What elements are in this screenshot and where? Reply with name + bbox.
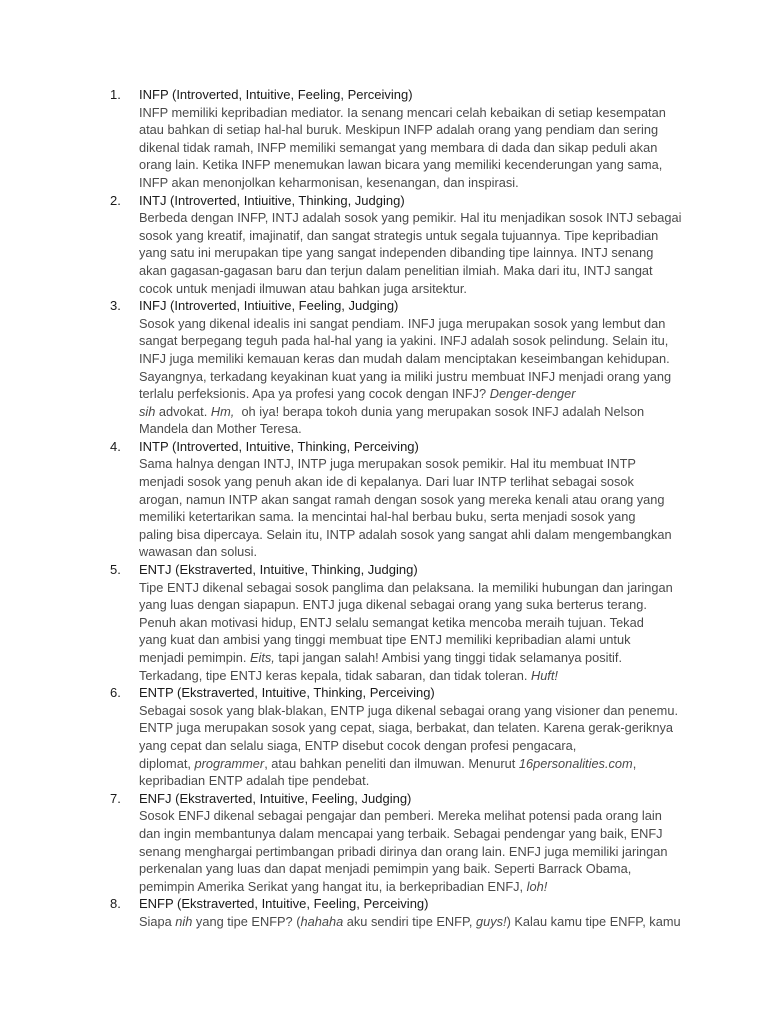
body-text: Penuh akan motivasi hidup, ENTJ selalu semangat ketika mencoba meraih tujuan. Tekad <box>139 614 644 630</box>
text-line <box>139 667 679 685</box>
body-text: kepribadian ENTP adalah tipe pendebat. <box>139 773 370 789</box>
body-text: paling bisa dipercaya. Selain itu, INTP adalah sosok yang sangat ahli dalam mengembangkan <box>139 526 672 542</box>
text-line <box>139 719 679 737</box>
text-line <box>139 244 679 262</box>
text-line <box>139 508 679 526</box>
list-number: 6. <box>110 685 121 701</box>
text-line <box>139 121 679 139</box>
list-number: 8. <box>110 896 121 912</box>
body-text: Sebagai sosok yang blak-blakan, ENTP juga dikenal sebagai orang yang visioner dan penemu. <box>139 702 679 718</box>
text-line <box>139 579 679 597</box>
body-text: yang luas dengan siapapun. ENTJ juga dikenal sebagai orang yang suka berterus terang. <box>139 597 647 613</box>
body-text: orang lain. Ketika INFP menemukan lawan bicara yang memiliki kecenderungan yang sama, <box>139 157 663 173</box>
body-text: Terkadang, tipe ENTJ keras kepala, tidak sabaran, dan tidak toleran. <box>139 667 531 683</box>
text-line <box>139 455 679 473</box>
text-line <box>139 878 679 896</box>
body-text: akan gagasan-gagasan baru dan terjun dalam penelitian ilmiah. Maka dari itu, INTJ sangat <box>139 262 653 278</box>
italic-text: Hm, <box>210 403 235 419</box>
text-line <box>139 825 679 843</box>
text-line <box>139 385 679 403</box>
text-line <box>139 737 679 755</box>
type-heading: INFP (Introverted, Intuitive, Feeling, Perceiving) <box>139 87 413 102</box>
italic-text: guys! <box>475 913 507 929</box>
list-item <box>0 790 768 896</box>
body-text: Siapa <box>139 913 176 929</box>
italic-text: Denger-denger <box>489 386 576 402</box>
type-description <box>139 579 679 685</box>
body-text: Sosok ENFJ dikenal sebagai pengajar dan pemberi. Mereka melihat potensi pada orang lain <box>139 808 662 824</box>
type-description <box>139 807 679 895</box>
text-line <box>139 631 679 649</box>
text-line <box>139 420 679 438</box>
body-text: Tipe ENTJ dikenal sebagai sosok panglima dan pelaksana. Ia memiliki hubungan dan jaringan <box>139 579 673 595</box>
body-text: dikenal tidak ramah, INFP memiliki semangat yang membara di dada dan sikap peduli akan <box>139 139 658 155</box>
body-text: yang kuat dan ambisi yang tinggi membuat tipe ENTJ memiliki kepribadian alami untuk <box>139 632 631 648</box>
text-line <box>139 596 679 614</box>
body-text: tapi jangan salah! Ambisi yang tinggi tidak selamanya positif. <box>274 650 622 665</box>
body-text: Sama halnya dengan INTJ, INTP juga merupakan sosok pemikir. Hal itu membuat INTP <box>139 456 636 472</box>
type-description <box>139 315 679 438</box>
body-text: INFP akan menonjolkan keharmonisan, kesenangan, dan inspirasi. <box>139 174 519 190</box>
italic-text: 16personalities.com <box>518 755 633 771</box>
body-text: sangat berpegang teguh pada hal-hal yang ia yakini. INFJ adalah sosok pelindung. Selain itu, <box>139 333 669 349</box>
list-number: 4. <box>110 438 121 454</box>
list-item <box>0 192 768 298</box>
body-text: yang tipe ENFP? ( <box>192 913 301 929</box>
text-line <box>139 368 679 386</box>
text-line <box>139 104 679 122</box>
text-line <box>139 262 679 280</box>
body-text: yang satu ini merupakan tipe yang sangat independen dibanding tipe lainnya. INTJ senang <box>139 245 654 261</box>
list-number: 2. <box>110 192 121 208</box>
text-line <box>139 209 682 227</box>
text-line <box>139 174 679 192</box>
list-item <box>0 86 768 192</box>
list-item <box>0 297 768 438</box>
text-line <box>139 649 679 667</box>
list-item <box>0 438 768 561</box>
text-line <box>139 772 679 790</box>
type-description <box>139 455 679 561</box>
text-line <box>139 227 679 245</box>
text-line <box>139 156 679 174</box>
body-text: Sayangnya, terkadang keyakinan kuat yang ia miliki justru membuat INFJ menjadi orang yang <box>139 368 672 384</box>
italic-text: loh! <box>526 878 548 894</box>
body-text: sosok yang kreatif, imajinatif, dan sangat strategis untuk segala tujuannya. Tipe kepribadian <box>139 227 659 243</box>
list-item <box>0 684 768 790</box>
text-line <box>139 543 679 561</box>
italic-text: Huft! <box>530 667 558 683</box>
list-item <box>0 561 768 684</box>
body-text: ) Kalau kamu tipe ENFP, kamu <box>506 913 681 929</box>
text-line <box>139 860 679 878</box>
body-text: dan ingin membantunya dalam mencapai yang terbaik. Sebagai pendengar yang baik, ENFJ <box>139 825 663 841</box>
body-text: INFJ juga memiliki kemauan keras dan mudah dalam menciptakan keseimbangan kehidupan. <box>139 350 670 366</box>
list-item <box>0 895 768 930</box>
body-text: Mandela dan Mother Teresa. <box>139 421 302 437</box>
text-line <box>139 702 679 720</box>
text-line <box>139 350 679 368</box>
list-number: 1. <box>110 87 121 102</box>
type-heading: INTJ (Introverted, Intiuitive, Thinking, Judging) <box>139 192 405 208</box>
body-text: wawasan dan solusi. <box>139 544 258 560</box>
text-line <box>139 843 679 861</box>
text-line <box>139 332 679 350</box>
body-text: Sosok yang dikenal idealis ini sangat pendiam. INFJ juga merupakan sosok yang lembut dan <box>139 315 666 331</box>
text-line <box>139 526 679 544</box>
body-text: , atau bahkan peneliti dan ilmuwan. Menurut <box>264 755 519 771</box>
type-heading: ENTJ (Ekstraverted, Intuitive, Thinking, Judging) <box>139 562 418 578</box>
type-heading: ENFP (Ekstraverted, Intuitive, Feeling, Perceiving) <box>139 896 429 912</box>
text-line <box>139 473 679 491</box>
italic-text: nih <box>175 913 193 929</box>
text-line <box>139 139 679 157</box>
list-number: 5. <box>110 562 121 578</box>
body-text: pemimpin Amerika Serikat yang hangat itu, ia berkepribadian ENFJ, <box>139 878 527 894</box>
body-text: Berbeda dengan INFP, INTJ adalah sosok yang pemikir. Hal itu menjadikan sosok INTJ sebagai <box>139 210 682 226</box>
type-description <box>139 702 679 790</box>
type-description <box>139 104 679 192</box>
type-heading: INFJ (Introverted, Intiuitive, Feeling, Judging) <box>139 298 399 314</box>
text-line <box>139 755 679 773</box>
body-text: menjadi sosok yang penuh akan ide di kepalanya. Dari luar INTP terlihat sebagai sosok <box>139 474 634 490</box>
text-line <box>139 280 679 298</box>
body-text: perkenalan yang luas dan dapat menjadi pemimpin yang baik. Seperti Barrack Obama, <box>139 861 632 877</box>
type-description <box>139 209 682 297</box>
italic-text: hahaha <box>300 913 344 929</box>
body-text: memiliki ketertarikan sama. Ia mencintai hal-hal berbau buku, serta menjadi sosok yang <box>139 509 636 525</box>
list-number: 7. <box>110 790 121 806</box>
body-text: senang menghargai pertimbangan pribadi dirinya dan orang lain. ENFJ juga memiliki jaringan <box>139 843 668 859</box>
text-line <box>139 913 679 931</box>
list-number: 3. <box>110 298 121 314</box>
body-text: , <box>632 755 637 771</box>
body-text: atau bahkan di setiap hal-hal buruk. Meskipun INFP adalah orang yang pendiam dan sering <box>139 122 659 138</box>
type-heading: ENFJ (Ekstraverted, Intuitive, Feeling, Judging) <box>139 790 412 806</box>
body-text: arogan, namun INTP akan sangat ramah dengan sosok yang mereka kenali atau orang yang <box>139 491 665 507</box>
type-heading: INTP (Introverted, Intuitive, Thinking, Perceiving) <box>139 438 419 454</box>
body-text: ENTP juga merupakan sosok yang cepat, siaga, berbakat, dan telaten. Karena gerak-geriknya <box>139 720 674 736</box>
body-text: cocok untuk menjadi ilmuwan atau bahkan juga arsitektur. <box>139 280 467 296</box>
text-line <box>139 807 679 825</box>
text-line <box>139 491 679 509</box>
type-heading: ENTP (Ekstraverted, Intuitive, Thinking, Perceiving) <box>139 685 435 701</box>
body-text: aku sendiri tipe ENFP, <box>343 913 476 929</box>
italic-text: programmer <box>194 755 265 771</box>
text-line <box>139 315 679 333</box>
personality-type-list <box>0 86 768 931</box>
italic-text: Eits, <box>249 650 275 665</box>
body-text: yang cepat dan selalu siaga, ENTP disebut cocok dengan profesi pengacara, <box>139 737 577 753</box>
body-text: INFP memiliki kepribadian mediator. Ia senang mencari celah kebaikan di setiap kesempatan <box>139 104 666 120</box>
text-line <box>139 403 679 421</box>
type-description <box>139 913 679 931</box>
body-text: advokat. <box>155 403 211 419</box>
body-text: menjadi pemimpin. <box>139 650 250 665</box>
body-text: terlalu perfeksionis. Apa ya profesi yang cocok dengan INFJ? <box>139 386 490 402</box>
italic-text: sih <box>139 403 156 419</box>
text-line <box>139 614 679 632</box>
body-text: diplomat, <box>139 755 195 771</box>
body-text: oh iya! berapa tokoh dunia yang merupakan sosok INFJ adalah Nelson <box>234 403 645 419</box>
